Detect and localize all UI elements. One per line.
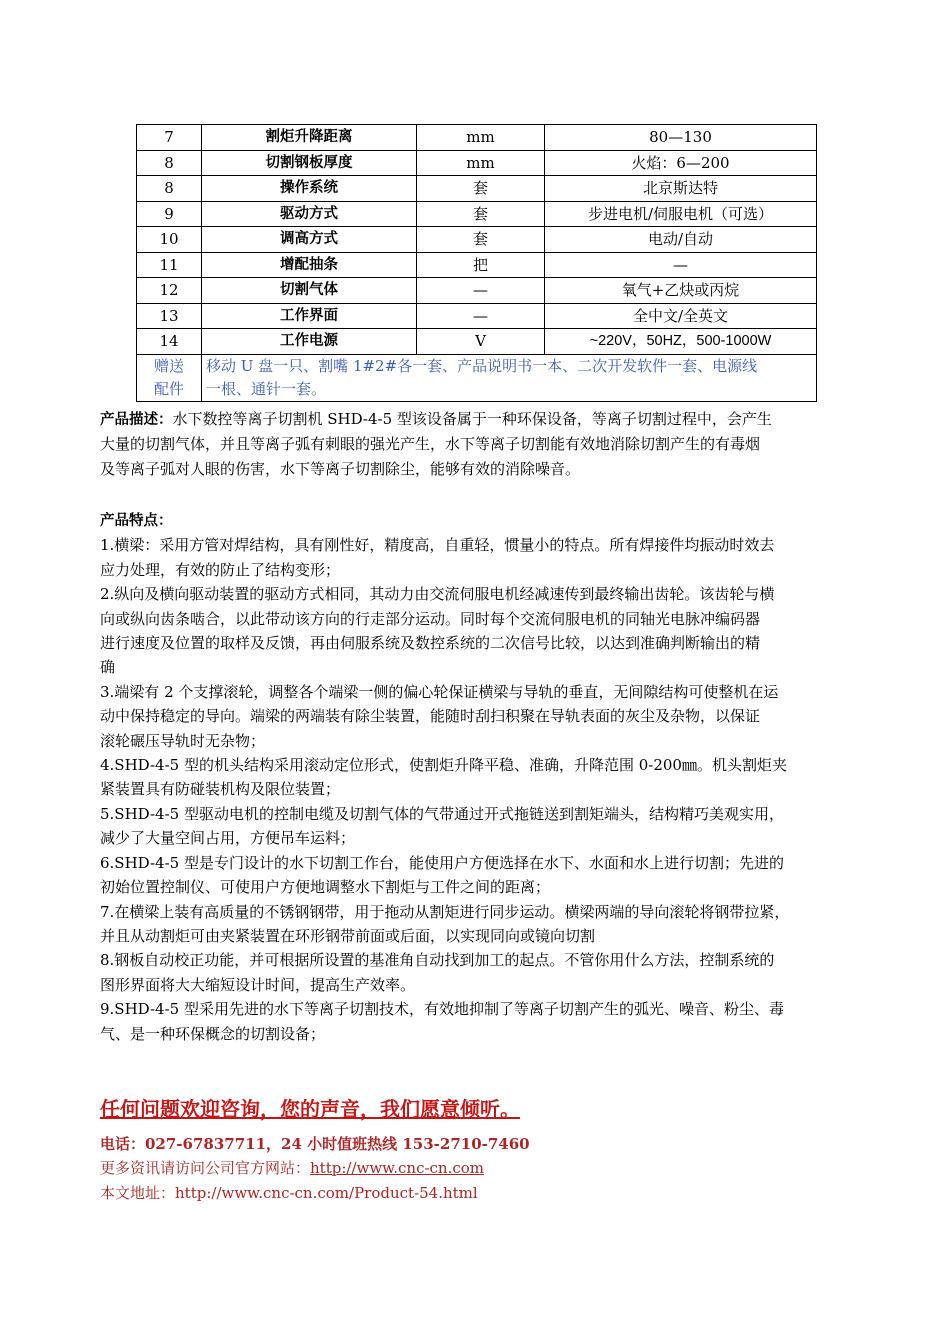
- row-unit: 把: [417, 252, 545, 278]
- row-value: —: [545, 252, 817, 278]
- row-number: 11: [137, 252, 202, 278]
- row-value: 全中文/全英文: [545, 303, 817, 329]
- article-line: [100, 1182, 478, 1203]
- product-features: [100, 509, 860, 1046]
- feature-line: 6.SHD-4-5 型是专门设计的水下切割工作台，能使用户方便选择在水下、水面和水上进行切割；先进的: [100, 853, 784, 872]
- row-value: 火焰：6—200: [545, 150, 817, 176]
- feature-line: 5.SHD-4-5 型驱动电机的控制电缆及切割气体的气带通过开式拖链送到割矩端头，结构精巧美观实用，: [100, 804, 784, 823]
- row-parameter: 驱动方式: [202, 201, 417, 227]
- feature-line: 进行速度及位置的取样及反馈，再由伺服系统及数控系统的二次信号比较，以达到准确判断输出的精: [100, 634, 761, 653]
- row-value: 步进电机/伺服电机（可选）: [545, 201, 817, 227]
- feature-line: 确: [100, 658, 116, 677]
- feature-line: 2.纵向及横向驱动装置的驱动方式相同，其动力由交流伺服电机经减速传到最终输出齿轮。该齿轮与横: [100, 585, 775, 604]
- feature-line: 减少了大量空间占用，方便吊车运料；: [100, 829, 356, 848]
- gift-content-line: 移动 U 盘一只、割嘴 1#2#各一套、产品说明书一本、二次开发软件一套、电源线: [206, 356, 758, 375]
- row-parameter: 操作系统: [202, 176, 417, 202]
- table-row: [137, 227, 817, 253]
- gift-row: [137, 354, 817, 401]
- feature-line: 气、是一种环保概念的切割设备；: [100, 1024, 326, 1043]
- feature-line: 紧装置具有防碰装机构及限位装置；: [100, 780, 341, 799]
- feature-line: 应力处理，有效的防止了结构变形；: [100, 560, 341, 579]
- article-label: 本文地址：: [100, 1184, 176, 1202]
- row-number: 7: [137, 125, 202, 151]
- feature-line: 8.钢板自动校正功能，并可根据所设置的基准角自动找到加工的起点。不管你用什么方法，控制系统的: [100, 951, 775, 970]
- gift-label-line: 配件: [153, 379, 184, 398]
- feature-line: 动中保持稳定的导向。端梁的两端装有除尘装置，能随时刮扫积聚在导轨表面的灰尘及杂物，以保证: [100, 707, 761, 726]
- feature-line: 1.横梁：采用方管对焊结构，具有刚性好，精度高，自重轻，惯量小的特点。所有焊接件均振动时效去: [100, 536, 775, 555]
- row-parameter: 切割钢板厚度: [202, 150, 417, 176]
- row-unit: V: [417, 329, 545, 355]
- row-unit: 套: [417, 201, 545, 227]
- row-value: 北京斯达特: [545, 176, 817, 202]
- website-line: [100, 1157, 484, 1178]
- gift-label-line: 赠送: [153, 356, 184, 375]
- table-row: [137, 278, 817, 304]
- website-link[interactable]: http://www.cnc-cn.com: [310, 1159, 485, 1177]
- features-label: 产品特点：: [100, 513, 173, 529]
- consult-banner: 任何问题欢迎咨询，您的声音，我们愿意倾听。: [100, 1097, 520, 1121]
- feature-line: 向或纵向齿条啮合，以此带动该方向的行走部分运动。同时每个交流伺服电机的同轴光电脉冲编码器: [100, 609, 761, 628]
- row-value: 氧气+乙炔或丙烷: [545, 278, 817, 304]
- row-value: 80—130: [545, 125, 817, 151]
- feature-line: 4.SHD-4-5 型的机头结构采用滚动定位形式，使割炬升降平稳、准确，升降范围 0-200㎜。机头割炬夹: [100, 756, 787, 775]
- row-value: 电动/自动: [545, 227, 817, 253]
- row-parameter: 调高方式: [202, 227, 417, 253]
- row-parameter: 割炬升降距离: [202, 125, 417, 151]
- product-description: [100, 407, 860, 481]
- row-unit: mm: [417, 150, 545, 176]
- row-unit: 套: [417, 227, 545, 253]
- table-row: [137, 176, 817, 202]
- description-line: 大量的切割气体，并且等离子弧有刺眼的强光产生，水下等离子切割能有效地消除切割产生的有毒烟: [100, 435, 761, 454]
- table-row: [137, 252, 817, 278]
- description-label: 产品描述：: [100, 412, 173, 428]
- feature-line: 7.在横梁上装有高质量的不锈钢钢带，用于拖动从割矩进行同步运动。横梁两端的导向滚轮将钢带拉紧，: [100, 902, 790, 921]
- row-number: 8: [137, 150, 202, 176]
- spec-table: [136, 124, 817, 402]
- table-row: [137, 201, 817, 227]
- gift-content: [202, 354, 817, 401]
- feature-line: 并且从动割炬可由夹紧装置在环形钢带前面或后面，以实现同向或镜向切割: [100, 926, 596, 945]
- row-number: 13: [137, 303, 202, 329]
- article-url: http://www.cnc-cn.com/Product-54.html: [175, 1184, 478, 1202]
- row-parameter: 工作界面: [202, 303, 417, 329]
- row-unit: —: [417, 278, 545, 304]
- feature-line: 9.SHD-4-5 型采用先进的水下等离子切割技术，有效地抑制了等离子切割产生的弧光、噪音、粉尘、毒: [100, 1000, 784, 1019]
- row-number: 14: [137, 329, 202, 355]
- row-number: 9: [137, 201, 202, 227]
- features-list: [100, 533, 860, 1046]
- website-label: 更多资讯请访问公司官方网站：: [100, 1159, 311, 1177]
- row-unit: —: [417, 303, 545, 329]
- feature-line: 滚轮碾压导轨时无杂物；: [100, 731, 266, 750]
- table-row: [137, 329, 817, 355]
- table-row: [137, 303, 817, 329]
- gift-label: [137, 354, 202, 401]
- description-line: 及等离子弧对人眼的伤害，水下等离子切割除尘，能够有效的消除噪音。: [100, 459, 581, 478]
- feature-line: 3.端梁有 2 个支撑滚轮，调整各个端梁一侧的偏心轮保证横梁与导轨的垂直，无间隙结构可使整机在运: [100, 682, 779, 701]
- feature-line: 图形界面将大大缩短设计时间，提高生产效率。: [100, 975, 416, 994]
- row-parameter: 工作电源: [202, 329, 417, 355]
- row-unit: 套: [417, 176, 545, 202]
- row-number: 10: [137, 227, 202, 253]
- phone-line: 电话：027-67837711，24 小时值班热线 153-2710-7460: [100, 1135, 530, 1153]
- table-row: [137, 125, 817, 151]
- table-row: [137, 150, 817, 176]
- row-value: ~220V，50HZ，500-1000W: [545, 329, 817, 355]
- row-parameter: 增配抽条: [202, 252, 417, 278]
- feature-line: 初始位置控制仪、可使用户方便地调整水下割炬与工件之间的距离；: [100, 878, 551, 897]
- gift-content-line: 一根、通针一套。: [206, 379, 327, 398]
- row-number: 8: [137, 176, 202, 202]
- description-line: 水下数控等离子切割机 SHD-4-5 型该设备属于一种环保设备，等离子切割过程中，会产生: [172, 410, 772, 428]
- row-parameter: 切割气体: [202, 278, 417, 304]
- row-number: 12: [137, 278, 202, 304]
- row-unit: mm: [417, 125, 545, 151]
- spec-table-body: [137, 125, 817, 402]
